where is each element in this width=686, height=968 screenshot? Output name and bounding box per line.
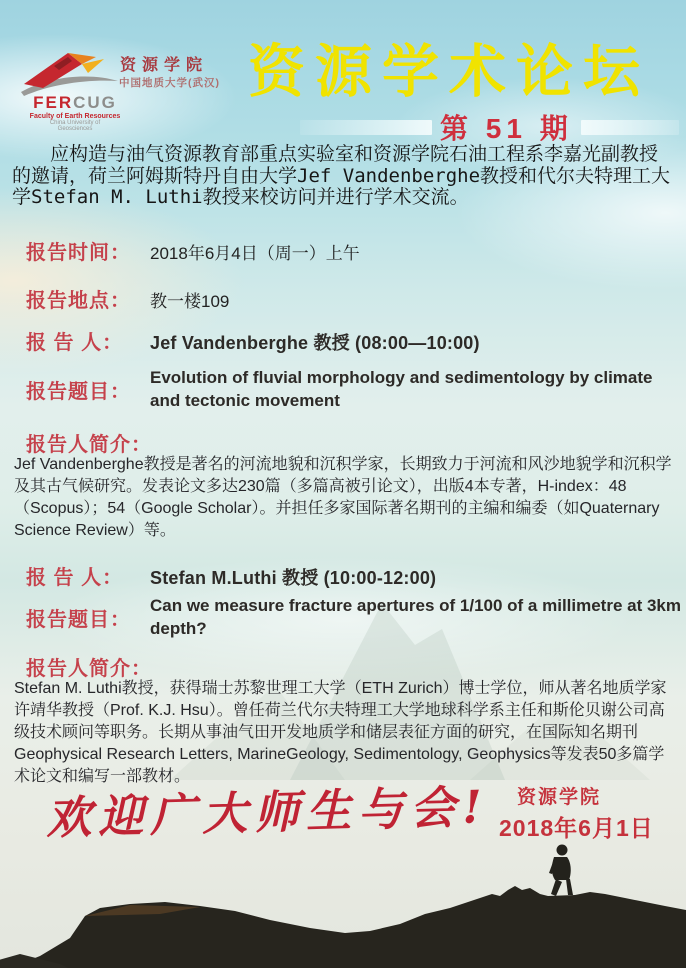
issue-banner — [300, 107, 679, 147]
welcome-calligraphy: 欢迎广大师生与会! — [45, 780, 490, 845]
speaker2-name: Stefan M.Luthi 教授 (10:00-12:00) — [150, 568, 437, 588]
issue-number: 第 51 期 — [440, 113, 573, 144]
university-name-cn: 中国地质大学(武汉) — [119, 77, 220, 89]
report-time-label: 报告时间： — [26, 242, 131, 264]
report-time-value: 2018年6月4日（周一）上午 — [150, 244, 360, 263]
issue-bar-left — [300, 120, 432, 135]
ridge-shape — [0, 886, 686, 968]
report-venue-value: 教一楼109 — [150, 292, 230, 311]
bio1-label: 报告人简介： — [26, 434, 152, 456]
topic2-label: 报告题目： — [26, 609, 131, 631]
topic1-label: 报告题目： — [26, 381, 131, 403]
forum-title: 资源学术论坛 — [248, 40, 650, 104]
speaker1-name: Jef Vandenberghe 教授 (08:00—10:00) — [150, 333, 480, 353]
climber-silhouette — [549, 845, 573, 897]
logo-university-name-line2: Geosciences — [57, 126, 93, 133]
fercug-logo-text — [10, 94, 140, 133]
speaker2-row — [26, 561, 436, 590]
signature-college: 资源学院 — [517, 787, 602, 808]
speaker2-label: 报 告 人： — [26, 567, 124, 589]
bio2-label: 报告人简介： — [26, 658, 152, 680]
signature-date: 2018年6月1日 — [499, 815, 654, 841]
logo-university-name-line1: China University of — [49, 120, 101, 127]
speaker1-label: 报 告 人： — [26, 332, 124, 354]
report-time-row — [26, 236, 360, 265]
college-name-cn: 资源学院 — [120, 57, 209, 74]
topic1-title: Evolution of fluvial morphology and sedimentology by climate and tectonic movement — [150, 368, 653, 410]
logo-faculty-name: Faculty of Earth Resources — [29, 112, 121, 120]
report-venue-label: 报告地点： — [26, 290, 131, 312]
fercug-logo-icon — [16, 48, 128, 98]
topic2-row — [26, 594, 686, 640]
topic2-title: Can we measure fracture apertures of 1/100 of a millimetre at 3km depth? — [150, 596, 682, 638]
mountain-ridge-silhouette — [0, 778, 686, 968]
bio2-text: Stefan M. Luthi教授，获得瑞士苏黎世理工大学（ETH Zurich）博士学位，师从著名地质学家许靖华教授（Prof. K.J. Hsu）。曾任荷兰代尔夫特理工大学地球科学系主任和斯伦贝谢公司高级技术顾问等职务。长期从事油气田开发地质学和储层表征方面的研究，在国际知名期刊Geophysical Research Letters, MarineGeology, Sedimentology, Geophysics等发表50多篇学术论文和编写一部教材。 — [14, 680, 667, 785]
report-venue-row — [26, 284, 229, 313]
speaker1-row — [26, 326, 480, 355]
logo-acronym: FERCUG — [33, 93, 117, 112]
bio1-text: Jef Vandenberghe教授是著名的河流地貌和沉积学家，长期致力于河流和风沙地貌学和沉积学及其古气候研究。发表论文多达230篇（多篇高被引论文），出版4本专著，H-index：48（Scopus）；54（Google Scholar）。并担任多家国际著名期刊的主编和编委（如Quaternary Science Review）等。 — [14, 456, 672, 539]
intro-paragraph: 应构造与油气资源教育部重点实验室和资源学院石油工程系李嘉光副教授的邀请，荷兰阿姆斯特丹自由大学Jef Vandenberghe教授和代尔夫特理工大学Stefan M. Luthi教授来校访问并进行学术交流。 — [12, 143, 671, 208]
issue-bar-right — [581, 120, 679, 135]
topic1-row — [26, 366, 675, 412]
